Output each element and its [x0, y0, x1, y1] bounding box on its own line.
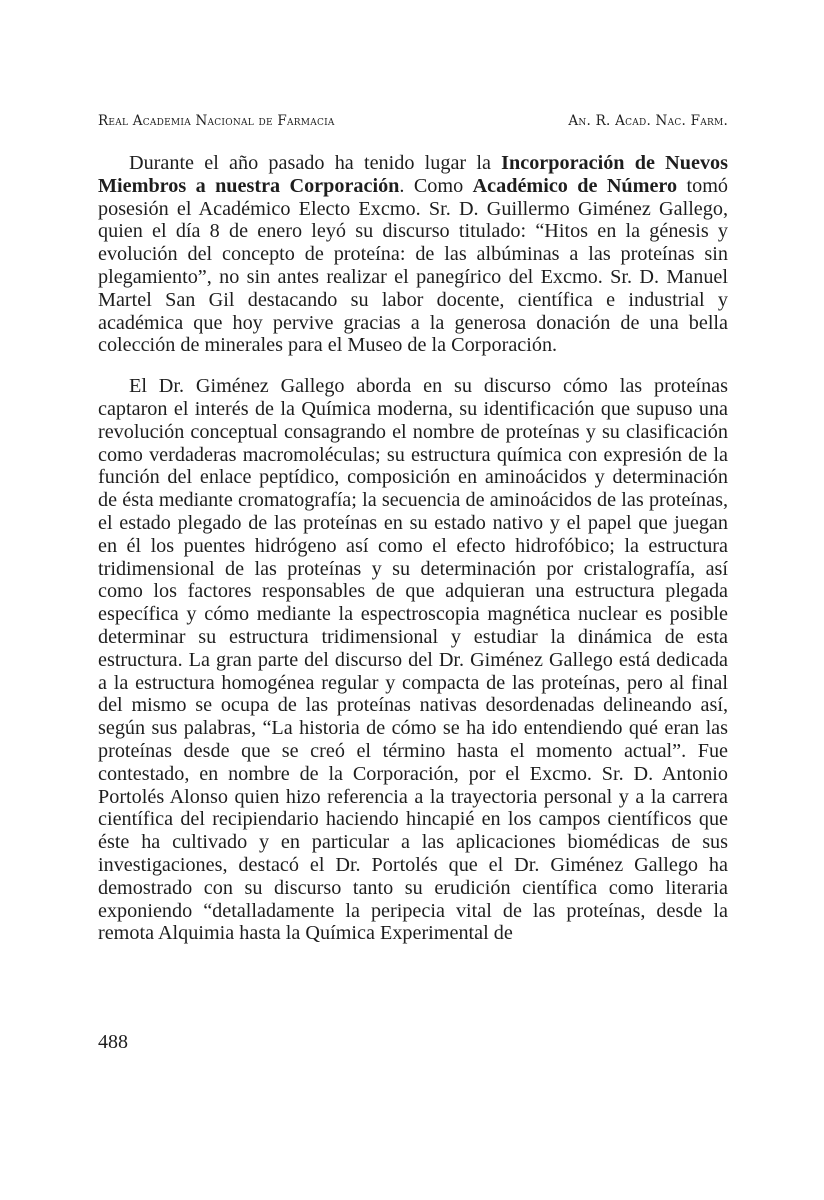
body-text: [98, 152, 728, 945]
paragraph-1: [98, 152, 728, 357]
paragraph-1-text-c: tomó posesión el Académico Electo Excmo. Sr. D. Guillermo Giménez Gallego, quien el día 8 de enero leyó su discurso titulado: “Hitos en la génesis y evolución del concepto de proteína: de las albúminas a las proteínas sin plegamiento”, no sin antes realizar el panegírico del Excmo. Sr. D. Manuel Martel San Gil destacando su labor docente, científica e industrial y académica que hoy pervive gracias a la generosa donación de una bella colección de minerales para el Museo de la Corporación.: [98, 174, 728, 357]
paragraph-1-bold-a: Incorporación de Nuevos Miembros a nuestra Corporación: [98, 152, 728, 197]
paragraph-1-text-b: . Como: [399, 174, 473, 197]
running-header: [98, 113, 728, 133]
paragraph-1-bold-b: Académico de Número: [472, 174, 678, 197]
journal-abbreviation-header: An. R. Acad. Nac. Farm.: [568, 113, 728, 129]
page-number: 488: [98, 1031, 128, 1053]
journal-institution-header: Real Academia Nacional de Farmacia: [98, 113, 335, 129]
paragraph-2: El Dr. Giménez Gallego aborda en su discurso cómo las proteínas captaron el interés de la Química moderna, su identificación que supuso una revolución conceptual consagrando el nombre de proteínas y su clasificación como verdaderas macromoléculas; su estructura química con expresión de la función del enlace peptídico, composición en aminoácidos y determinación de ésta mediante cromatografía; la secuencia de aminoácidos de las proteínas, el estado plegado de las proteínas en su estado nativo y el papel que juegan en él los puentes hidrógeno así como el efecto hidrofóbico; la estructura tridimensional de las proteínas y su determinación por cristalografía, así como los factores responsables de que adquieran una estructura plegada específica y cómo mediante la espectroscopia magnética nuclear es posible determinar su estructura tridimensional y estudiar la dinámica de esta estructura. La gran parte del discurso del Dr. Giménez Gallego está dedicada a la estructura homogénea regular y compacta de las proteínas, pero al final del mismo se ocupa de las proteínas nativas desordenadas delineando así, según sus palabras, “La historia de cómo se ha ido entendiendo qué eran las proteínas desde que se creó el término hasta el momento actual”. Fue contestado, en nombre de la Corporación, por el Excmo. Sr. D. Antonio Portolés Alonso quien hizo referencia a la trayectoria personal y a la carrera científica del recipiendario haciendo hincapié en los campos científicos que éste ha cultivado y en particular a las aplicaciones biomédicas de sus investigaciones, destacó el Dr. Portolés que el Dr. Giménez Gallego ha demostrado con su discurso tanto su erudición científica como literaria exponiendo “detalladamente la peripecia vital de las proteínas, desde la remota Alquimia hasta la Química Experimental de: [98, 375, 728, 945]
paragraph-1-text-a: Durante el año pasado ha tenido lugar la: [129, 152, 502, 174]
